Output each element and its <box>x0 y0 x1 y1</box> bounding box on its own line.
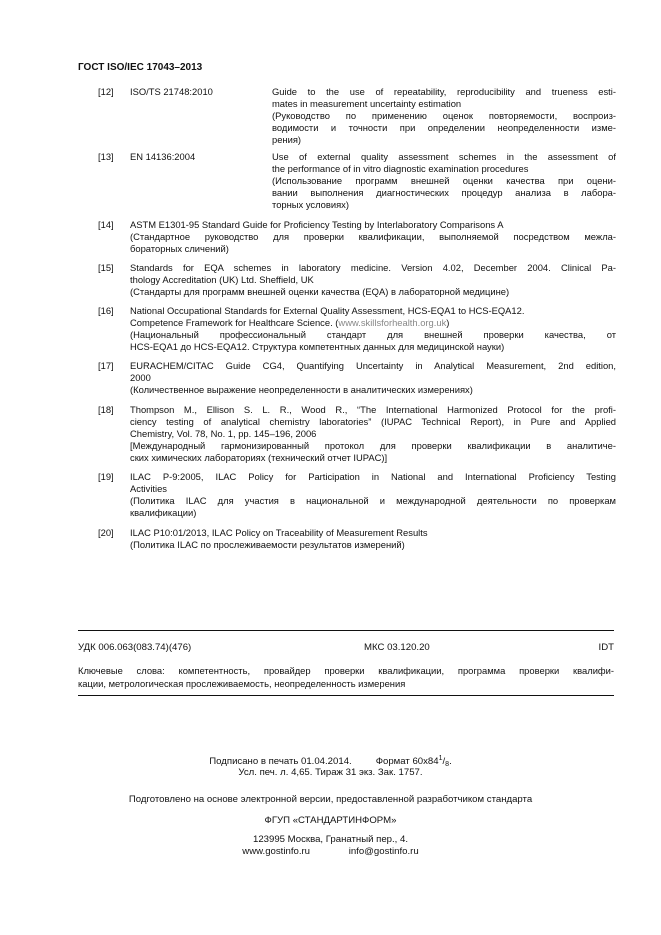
reference-item <box>98 86 616 146</box>
imprint-format: Формат $60x84^1/_8$. <box>375 755 452 768</box>
reference-line: бораторных сличений) <box>130 243 229 254</box>
reference-number: [18] <box>98 404 114 415</box>
reference-line: (Количественное выражение неопределенности в аналитических измерениях) <box>130 384 473 395</box>
reference-line: вании выполнения диагностических процедур анализа в лабора- <box>272 187 616 198</box>
format-end: . <box>449 756 452 767</box>
reference-text: ) <box>446 317 450 328</box>
reference-line: рения) <box>272 134 302 145</box>
reference-item <box>98 151 616 211</box>
reference-code: EN 14136:2004 <box>130 151 196 162</box>
reference-description <box>272 151 616 211</box>
reference-number: [20] <box>98 527 114 538</box>
reference-line: Standards for EQA schemes in laboratory medicine. Version 4.02, December 2004. Clinical Pa- <box>130 262 616 273</box>
keywords <box>78 664 614 690</box>
reference-line: ILAC P-9:2005, ILAC Policy for Participation in National and International Proficiency Testing <box>130 471 616 482</box>
imprint-contacts <box>0 846 661 857</box>
imprint-publisher: ФГУП «СТАНДАРТИНФОРМ» <box>264 815 397 826</box>
reference-number: [16] <box>98 305 114 316</box>
imprint-prepared: Подготовлено на основе электронной версии, предоставленной разработчиком стандарта <box>128 794 533 805</box>
reference-number: [12] <box>98 86 114 97</box>
reference-line: (Использование программ внешней оценки качества при оцени- <box>272 175 616 186</box>
reference-line <box>130 317 616 329</box>
reference-line: ILAC P10:01/2013, ILAC Policy on Traceability of Measurement Results <box>130 527 428 538</box>
imprint-print-run: Усл. печ. л. 4,65. Тираж 31 экз. Зак. 1757. <box>238 767 423 778</box>
reference-item <box>98 360 616 396</box>
reference-item <box>98 305 616 353</box>
reference-line: (Руководство по применению оценок повторяемости, воспроиз- <box>272 110 616 121</box>
reference-line: квалификации) <box>130 507 197 518</box>
divider-top <box>78 630 614 631</box>
reference-line: водимости и точности при определении неопределенности изме- <box>272 122 616 133</box>
reference-line: (Стандартное руководство для проверки квалификации, выполняемой посредством межла- <box>130 231 616 242</box>
reference-line: Chemistry, Vol. 78, No. 1, pp. 145–196, 2006 <box>130 428 317 439</box>
reference-item <box>98 527 616 551</box>
reference-number: [19] <box>98 471 114 482</box>
reference-line: Thompson M., Ellison S. L. R., Wood R., “The International Harmonized Protocol for the profi- <box>130 404 616 415</box>
reference-list <box>98 86 616 551</box>
reference-line: ASTM E1301-95 Standard Guide for Proficiency Testing by Interlaboratory Comparisons A <box>130 219 504 230</box>
reference-item <box>98 262 616 298</box>
website-link[interactable]: www.gostinfo.ru <box>242 846 311 857</box>
reference-line: (Политика ILAC для участия в национальной и международной деятельности по проверкам <box>130 495 616 506</box>
reference-line: EURACHEM/CITAC Guide CG4, Quantifying Uncertainty in Analytical Measurement, 2nd edition, <box>130 360 616 371</box>
email-link[interactable]: info@gostinfo.ru <box>348 846 419 857</box>
reference-line: ских химических лабораториях (технический отчет IUPAC)] <box>130 452 388 463</box>
format-label: Формат 60x84 <box>375 756 439 767</box>
reference-line: Guide to the use of repeatability, reproducibility and trueness esti- <box>272 86 616 97</box>
reference-item <box>98 471 616 519</box>
standard-header: ГОСТ ISO/IEC 17043–2013 <box>78 62 203 73</box>
reference-number: [14] <box>98 219 114 230</box>
reference-line: Use of external quality assessment schemes in the assessment of <box>272 151 616 162</box>
reference-number: [13] <box>98 151 114 162</box>
reference-line: [Международный гармонизированный протокол для проверки квалификации в аналитиче- <box>130 440 616 451</box>
idt-label: IDT <box>598 642 614 653</box>
reference-line: HCS-EQA1 до HCS-EQA12. Структура компетентных данных для медицинской науки) <box>130 341 505 352</box>
reference-number: [15] <box>98 262 114 273</box>
reference-line: ciency testing of analytical chemistry laboratories” (IUPAC Technical Report), in Pure and Applied <box>130 416 616 427</box>
format-denominator: 8 <box>445 761 450 768</box>
mks-code: МКС 03.120.20 <box>364 642 430 653</box>
reference-text: Competence Framework for Healthcare Science. ( <box>130 317 339 328</box>
reference-line: (Стандарты для программ внешней оценки качества (EQA) в лабораторной медицине) <box>130 286 510 297</box>
reference-line: mates in measurement uncertainty estimation <box>272 98 462 109</box>
reference-line: National Occupational Standards for External Quality Assessment, HCS-EQA1 to HCS-EQA12. <box>130 305 525 316</box>
reference-line: 2000 <box>130 372 151 383</box>
format-numerator: 1 <box>438 755 443 762</box>
reference-line: торных условиях) <box>272 199 349 210</box>
reference-line: (Политика ILAC по прослеживаемости результатов измерений) <box>130 539 405 550</box>
imprint-address: 123995 Москва, Гранатный пер., 4. <box>253 834 408 845</box>
imprint-signed: Подписано в печать 01.04.2014. <box>209 756 352 767</box>
divider-bottom <box>78 695 614 696</box>
reference-line: Activities <box>130 483 167 494</box>
skillsforhealth-link[interactable]: www.skillsforhealth.org.uk <box>338 317 447 328</box>
keywords-line: кации, метрологическая прослеживаемость, неопределенность измерения <box>78 678 406 689</box>
reference-line: thology Accreditation (UK) Ltd. Sheffield, UK <box>130 274 314 285</box>
reference-item <box>98 219 616 255</box>
reference-description <box>272 86 616 146</box>
keywords-line: Ключевые слова: компетентность, провайдер проверки квалификации, программа проверки квалифи- <box>78 665 614 676</box>
reference-number: [17] <box>98 360 114 371</box>
reference-line: (Национальный профессиональный стандарт для внешней проверки качества, от <box>130 329 616 340</box>
reference-item <box>98 404 616 464</box>
reference-line: the performance of in vitro diagnostic examination procedures <box>272 163 529 174</box>
udk-code: УДК 006.063(083.74)(476) <box>78 642 192 653</box>
reference-code: ISO/TS 21748:2010 <box>130 86 213 97</box>
